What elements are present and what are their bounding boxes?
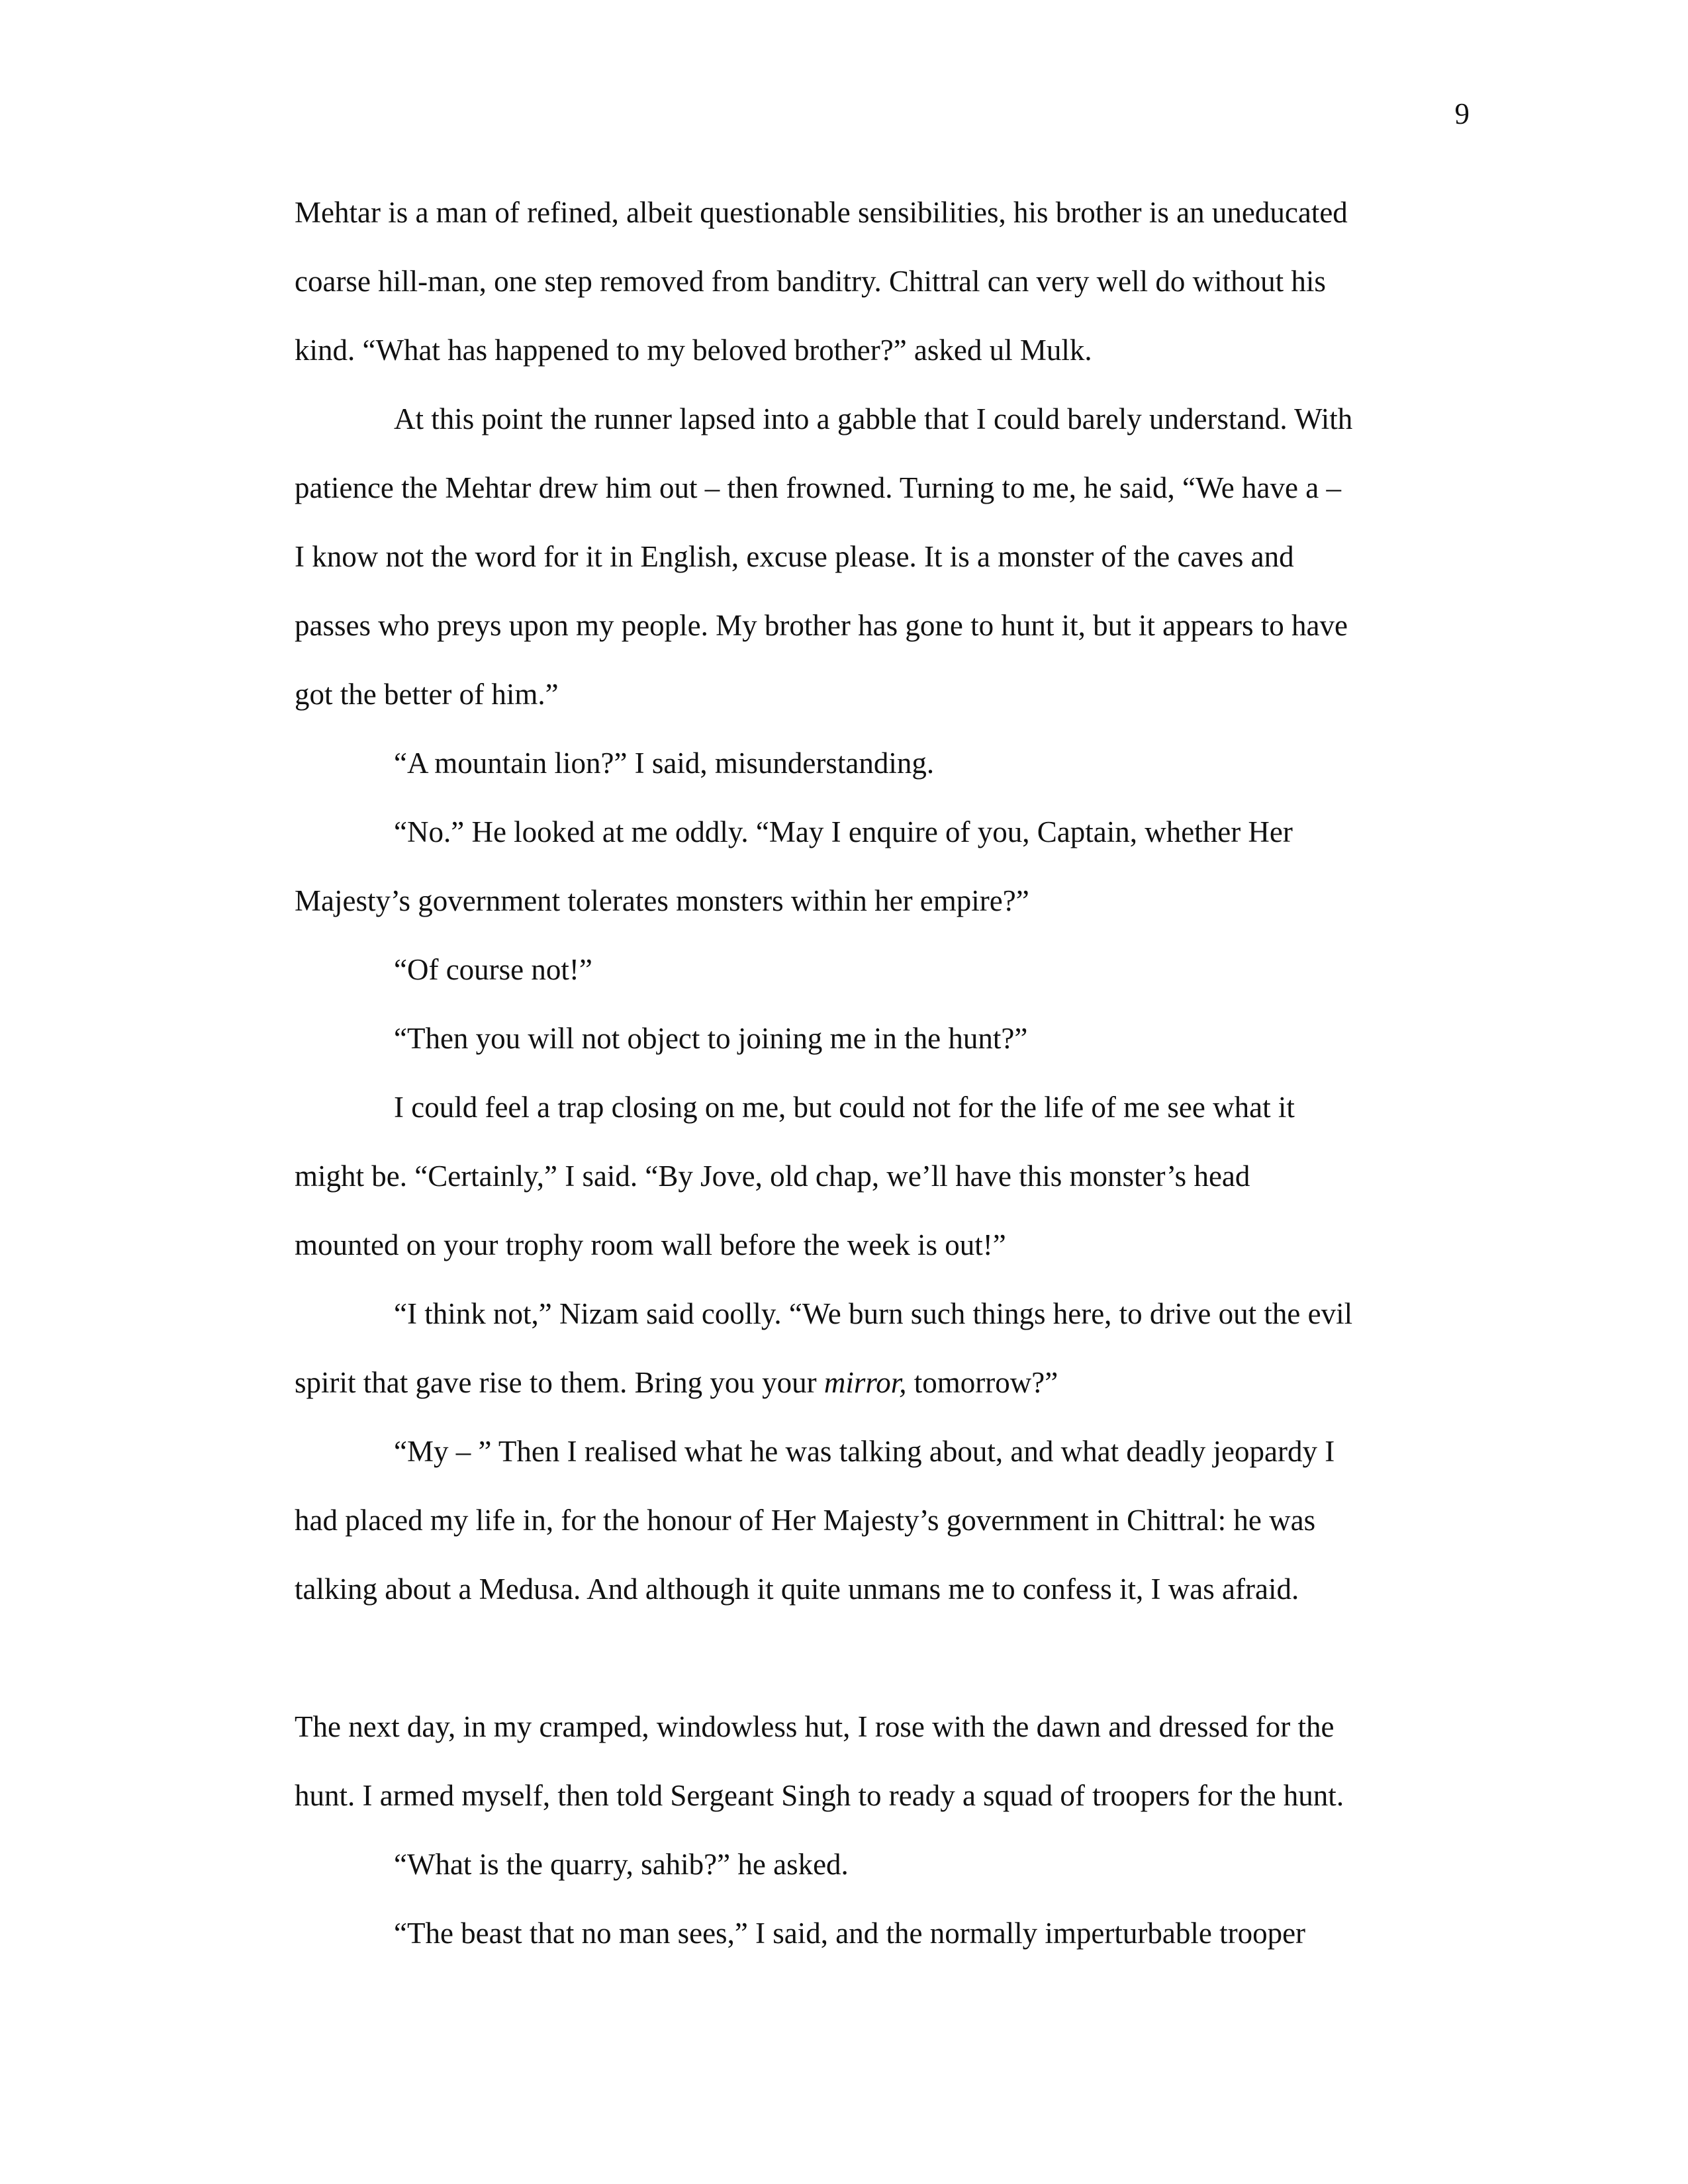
text-line: I know not the word for it in English, excuse please. It is a monster of the caves and [295, 540, 1294, 573]
text-line: passes who preys upon my people. My brother has gone to hunt it, but it appears to have [295, 609, 1348, 642]
text-line: The next day, in my cramped, windowless hut, I rose with the dawn and dressed for the [295, 1710, 1335, 1743]
text-segment: tomorrow?” [906, 1366, 1058, 1399]
text-line: patience the Mehtar drew him out – then frowned. Turning to me, he said, “We have a – [295, 471, 1341, 504]
text-line: mounted on your trophy room wall before the week is out!” [295, 1228, 1006, 1261]
text-line: might be. “Certainly,” I said. “By Jove, old chap, we’ll have this monster’s head [295, 1160, 1250, 1193]
text-line: Mehtar is a man of refined, albeit questionable sensibilities, his brother is an uneducated [295, 196, 1348, 229]
text-line: “The beast that no man sees,” I said, and the normally imperturbable trooper [394, 1917, 1306, 1950]
text-line: “My – ” Then I realised what he was talking about, and what deadly jeopardy I [394, 1435, 1335, 1468]
text-line: talking about a Medusa. And although it quite unmans me to confess it, I was afraid. [295, 1572, 1299, 1606]
text-line: I could feel a trap closing on me, but could not for the life of me see what it [394, 1091, 1295, 1124]
text-line: kind. “What has happened to my beloved brother?” asked ul Mulk. [295, 334, 1092, 367]
italic-word: mirror, [823, 1366, 907, 1399]
text-line: got the better of him.” [295, 678, 559, 711]
text-line: “No.” He looked at me oddly. “May I enquire of you, Captain, whether Her [394, 815, 1293, 848]
page-number: 9 [1454, 97, 1470, 130]
text-line: “I think not,” Nizam said coolly. “We burn such things here, to drive out the evil [394, 1297, 1353, 1330]
text-line: had placed my life in, for the honour of Her Majesty’s government in Chittral: he was [295, 1504, 1316, 1537]
text-segment: spirit that gave rise to them. Bring you your [295, 1366, 824, 1399]
text-line [295, 1368, 1058, 1398]
text-line: “Of course not!” [394, 953, 592, 986]
text-line: At this point the runner lapsed into a gabble that I could barely understand. With [394, 402, 1353, 435]
text-line: “What is the quarry, sahib?” he asked. [394, 1848, 849, 1881]
text-line: “A mountain lion?” I said, misunderstanding. [394, 747, 935, 780]
text-line: Majesty’s government tolerates monsters within her empire?” [295, 884, 1029, 917]
text-line: hunt. I armed myself, then told Sergeant Singh to ready a squad of troopers for the hunt. [295, 1779, 1344, 1812]
text-line: coarse hill-man, one step removed from banditry. Chittral can very well do without his [295, 265, 1326, 298]
text-line: “Then you will not object to joining me in the hunt?” [394, 1022, 1028, 1055]
